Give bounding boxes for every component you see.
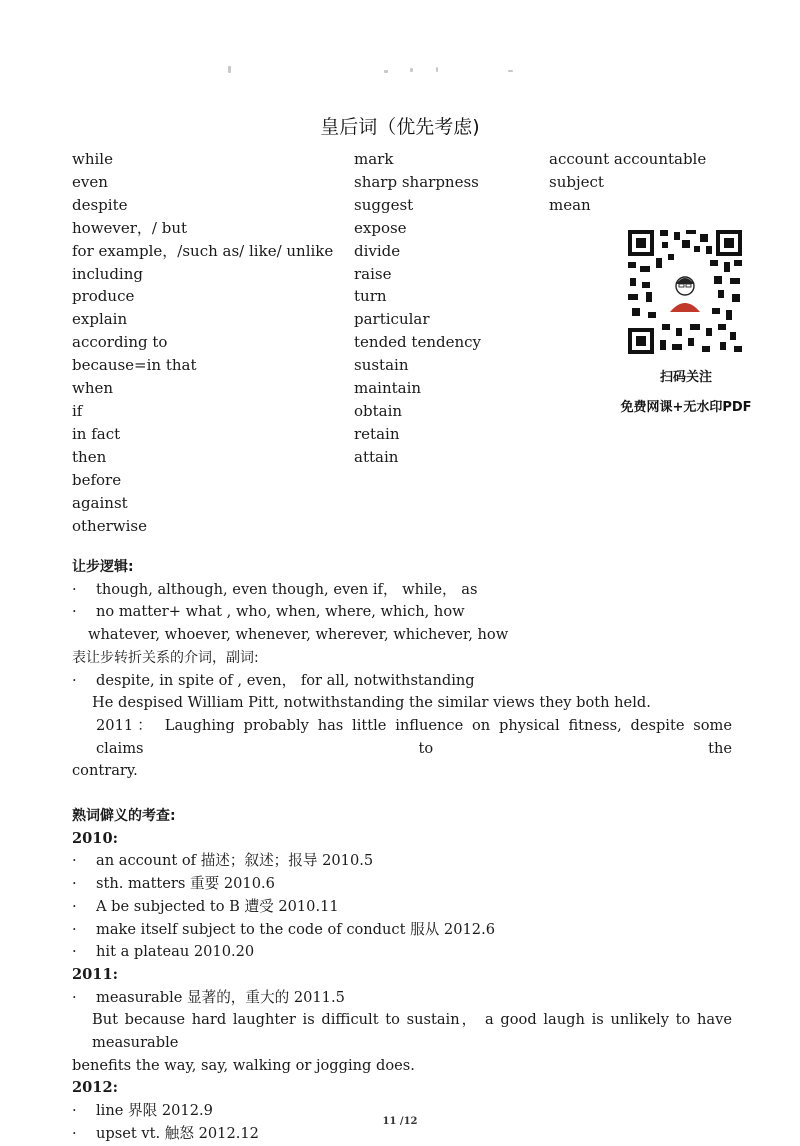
list-item: · sth. matters 重要 2010.6: [72, 873, 732, 896]
bullet-icon: ·: [72, 875, 77, 893]
word-item: because=in that: [72, 356, 197, 375]
word-item: for example，/such as/ like/ unlike: [72, 241, 334, 260]
word-item: sustain: [354, 356, 409, 375]
word-item: obtain: [354, 401, 403, 420]
qr-caption-offer: 免费网课+无水印PDF: [620, 400, 752, 415]
page-title: 皇后词（优先考虑): [320, 116, 480, 138]
word-item: maintain: [354, 379, 422, 398]
word-item: expose: [354, 218, 407, 237]
example-sentence-continuation: contrary.: [72, 762, 138, 780]
word-item: divide: [354, 241, 401, 260]
word-item: before: [72, 470, 122, 489]
word-item: particular: [354, 310, 430, 329]
word-item: retain: [354, 424, 400, 443]
example-sentence: But because hard laughter is difficult to sustain， a good laugh is unlikely to have measurable: [92, 1011, 732, 1052]
word-column-1: [72, 148, 333, 537]
list-item: · an account of 描述；叙述；报导 2010.5: [72, 850, 732, 873]
word-item: even: [72, 172, 108, 191]
word-item: while: [72, 150, 113, 168]
word-item: attain: [354, 447, 399, 466]
word-item: when: [72, 379, 114, 398]
word-item: then: [72, 447, 107, 466]
word-item: explain: [72, 310, 128, 329]
bullet-icon: ·: [72, 988, 77, 1006]
word-item: mean: [549, 195, 591, 214]
year-label: 2011:: [72, 965, 119, 983]
word-item: subject: [549, 172, 604, 191]
word-item: produce: [72, 287, 135, 306]
bullet-icon: ·: [72, 1102, 77, 1120]
list-continuation: whatever, whoever, whenever, wherever, whichever, how: [88, 626, 509, 644]
word-column-3: [549, 148, 706, 217]
bullet-icon: ·: [72, 1124, 77, 1142]
word-item: against: [72, 493, 128, 512]
word-item: tended tendency: [354, 333, 481, 352]
example-sentence-continuation: benefits the way, say, walking or jogging does.: [72, 1056, 415, 1074]
notes-body: [72, 556, 732, 1146]
qr-caption-scan: 扫码关注: [659, 370, 712, 385]
list-item: · measurable 显著的，重大的 2011.5: [72, 987, 732, 1010]
word-item: otherwise: [72, 516, 147, 535]
section-heading-familiar-words: 熟词僻义的考查:: [72, 808, 176, 825]
example-sentence: 2011： Laughing probably has little influence on physical fitness, despite some claims to the: [96, 716, 732, 757]
bullet-icon: ·: [72, 920, 77, 938]
page-number: 11 /12: [382, 1116, 418, 1127]
list-item: · make itself subject to the code of conduct 服从 2012.6: [72, 919, 732, 942]
word-item: despite: [72, 195, 128, 214]
section-subheading: 表让步转折关系的介词，副词:: [72, 649, 259, 666]
bullet-icon: ·: [72, 580, 77, 598]
bullet-icon: ·: [72, 671, 77, 689]
year-label: 2010:: [72, 829, 119, 847]
bullet-icon: ·: [72, 852, 77, 870]
scan-specks: [224, 66, 524, 74]
list-item: · though, although, even though, even if， while， as: [72, 579, 732, 602]
bullet-icon: ·: [72, 603, 77, 621]
word-item: account accountable: [549, 150, 707, 168]
list-item: · upset vt. 触怒 2012.12: [72, 1123, 732, 1146]
list-item: · line 界限 2012.9: [72, 1100, 732, 1123]
section-heading-concession: 让步逻辑:: [72, 559, 134, 575]
word-item: turn: [354, 287, 387, 306]
word-item: raise: [354, 264, 392, 283]
bullet-icon: ·: [72, 943, 77, 961]
year-label: 2012:: [72, 1079, 119, 1097]
list-item: · no matter+ what , who, when, where, which, how: [72, 601, 732, 624]
word-item: sharp sharpness: [354, 172, 479, 191]
bullet-icon: ·: [72, 897, 77, 915]
word-item: according to: [72, 333, 168, 352]
example-sentence: He despised William Pitt, notwithstanding the similar views they both held.: [92, 694, 651, 712]
word-item: however，/ but: [72, 218, 188, 237]
word-item: if: [72, 401, 83, 420]
word-item: suggest: [354, 195, 414, 214]
list-item: · despite, in spite of , even， for all, notwithstanding: [72, 670, 732, 693]
word-item: in fact: [72, 424, 121, 443]
word-column-2: [354, 148, 481, 469]
list-item: · hit a plateau 2010.20: [72, 941, 732, 964]
list-item: · A be subjected to B 遭受 2010.11: [72, 896, 732, 919]
word-item: including: [72, 264, 143, 283]
qr-code-icon: [626, 228, 744, 356]
word-item: mark: [354, 150, 394, 168]
qr-code[interactable]: [626, 228, 744, 356]
